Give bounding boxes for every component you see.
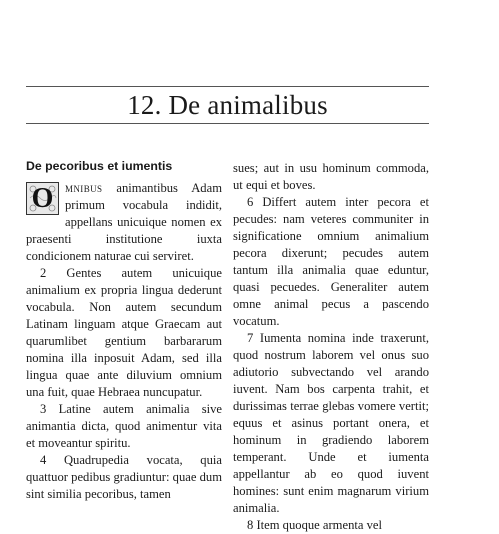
paragraph-continued: sues; aut in usu hominum commoda, ut equi et boves. [233, 161, 429, 192]
chapter-title: 12. De animalibus [127, 90, 328, 120]
paragraph-4: 4 Quadrupedia vocata, quia quattuor pedibus gradiuntur: quae dum sint similia pecoribus, tamen [26, 453, 222, 501]
section-heading: De pecoribus et iumentis [26, 159, 173, 173]
paragraph-6: 6 Differt autem inter pecora et pecudes: nam veteres communiter in significatione omnium animalium pecora dixerunt; pecudes autem tantum illa animalia quae eduntur, quasi pecuedes. Generaliter autem omne animal pecus a pascendo vocatum. [233, 195, 429, 328]
left-column [26, 158, 222, 503]
rule-bottom [26, 123, 429, 124]
right-column [233, 160, 429, 534]
paragraph-8: 8 Item quoque armenta vel [247, 518, 382, 532]
paragraph-1 [26, 180, 222, 265]
paragraph-3: 3 Latine autem animalia sive animantia dicta, quod animentur vita et moveantur spiritu. [26, 402, 222, 450]
paragraph-7: 7 Iumenta nomina inde traxerunt, quod nostrum laborem vel onus suo adiutorio subvectando vel arando iuvent. Nam bos carpenta trahit, et durissimas terrae glebas vomere vertit; equus et asinus portant onera, et hominum in gradiendo laborem temperant. Unde et iumenta appellantur ab eo quod iuvent homines: sunt enim magnarum virium animalia. [233, 331, 429, 515]
rule-top [26, 86, 429, 87]
ornamental-initial [26, 182, 59, 215]
paragraph-2: 2 Gentes autem unicuique animalium ex propria lingua dederunt vocabula. Non autem secundum Latinam linguam atque Graecam aut quarumlibet gentium barbararum nomina illa inposuit Adam, sed illa lingua quae ante diluvium omnium una fuit, quae Hebraea nuncupatur. [26, 266, 222, 399]
dropcap-letter: O [31, 183, 54, 214]
paragraph-1-text: animantibus Adam primum vocabula indidit, appellans unicuique nomen ex praesenti institutione iuxta condicionem naturae cui serviret. [26, 181, 222, 263]
smallcaps-word: mnibus [65, 181, 103, 195]
